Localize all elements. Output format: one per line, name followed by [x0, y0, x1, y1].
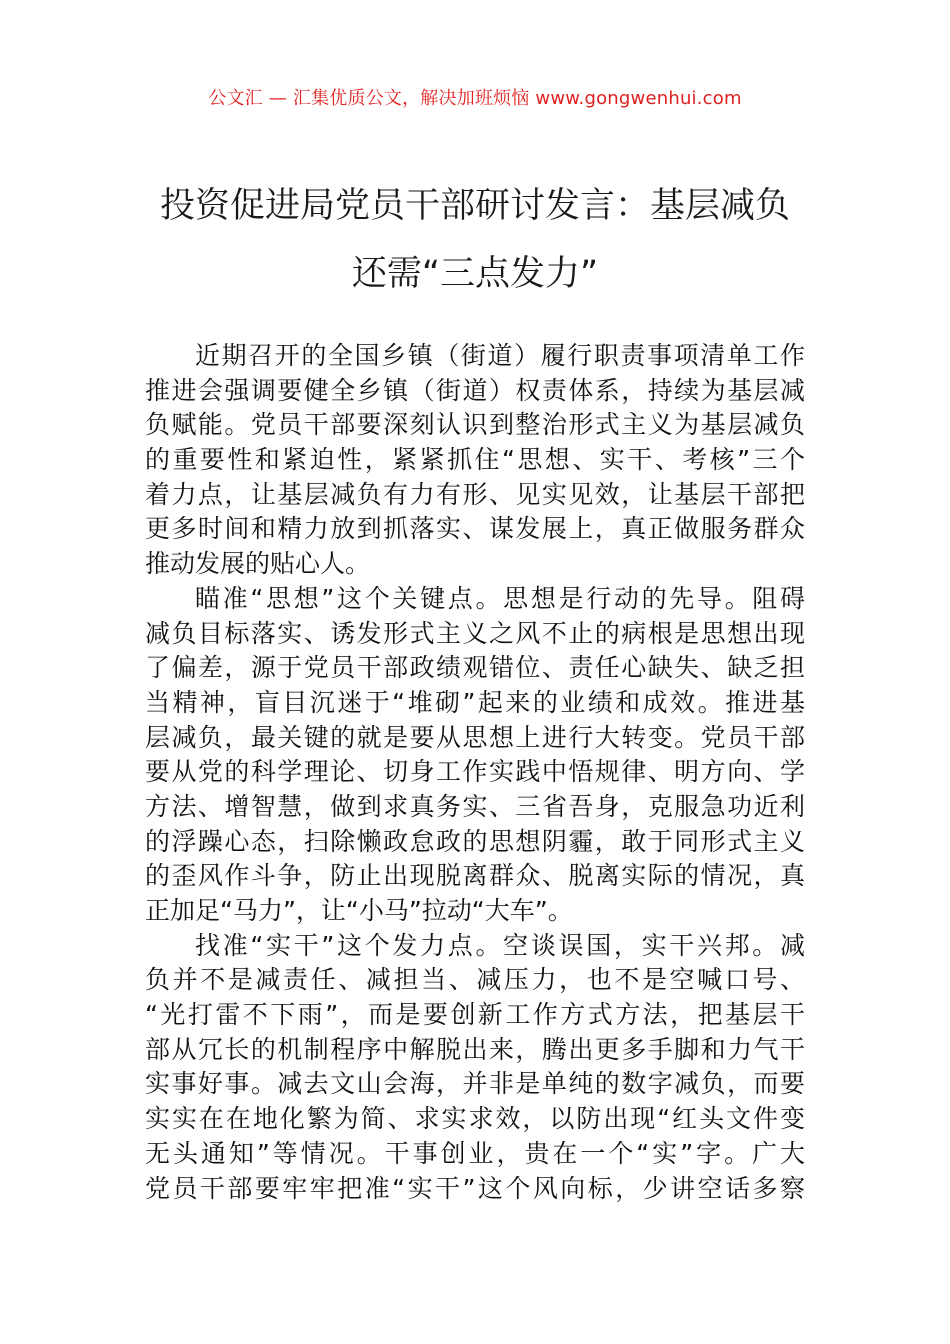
paragraph-line: 党员干部要牢牢把准“实干”这个风向标，少讲空话多察 [145, 1173, 805, 1203]
paragraph-line: 部从冗长的机制程序中解脱出来，腾出更多手脚和力气干 [145, 1034, 805, 1064]
paragraph-line: 负并不是减责任、减担当、减压力，也不是空喊口号、 [145, 965, 805, 995]
paragraph-line: 推进会强调要健全乡镇（街道）权责体系，持续为基层减 [145, 375, 805, 405]
paragraph-line: 的重要性和紧迫性，紧紧抓住“思想、实干、考核”三个 [145, 445, 805, 475]
paragraph-line: 推动发展的贴心人。 [145, 549, 371, 579]
paragraph-line: 了偏差，源于党员干部政绩观错位、责任心缺失、缺乏担 [145, 653, 805, 683]
paragraph [145, 339, 805, 582]
paragraph-line: 负赋能。党员干部要深刻认识到整治形式主义为基层减负 [145, 410, 805, 440]
paragraph-line: 着力点，让基层减负有力有形、见实见效，让基层干部把 [145, 479, 805, 509]
paragraph-line: 无头通知”等情况。干事创业，贵在一个“实”字。广大 [145, 1138, 805, 1168]
paragraph-line: 实事好事。减去文山会海，并非是单纯的数字减负，而要 [145, 1069, 805, 1099]
document-title-line-2: 还需“三点发力” [351, 254, 599, 294]
paragraph [145, 929, 805, 1207]
paragraph-line: 方法、增智慧，做到求真务实、三省吾身，克服急功近利 [145, 791, 805, 821]
paragraph-line: 减负目标落实、诱发形式主义之风不止的病根是思想出现 [145, 618, 805, 648]
site-header-banner: 公文汇 — 汇集优质公文，解决加班烦恼 www.gongwenhui.com [208, 88, 742, 109]
paragraph-line: 正加足“马力”，让“小马”拉动“大车”。 [145, 896, 573, 925]
paragraph-line: 当精神，盲目沉迷于“堆砌”起来的业绩和成效。推进基 [145, 687, 805, 717]
paragraph-line: 实实在在地化繁为简、求实求效，以防出现“红头文件变 [145, 1104, 805, 1134]
paragraph-line: 近期召开的全国乡镇（街道）履行职责事项清单工作 [195, 341, 805, 370]
document-body [145, 339, 805, 1206]
paragraph [145, 582, 805, 929]
document-title-line-1: 投资促进局党员干部研讨发言：基层减负 [159, 186, 790, 226]
paragraph-line: 更多时间和精力放到抓落实、谋发展上，真正做服务群众 [145, 514, 805, 544]
paragraph-line: “光打雷不下雨”，而是要创新工作方式方法，把基层干 [145, 1000, 805, 1030]
paragraph-line: 层减负，最关键的就是要从思想上进行大转变。党员干部 [145, 722, 805, 752]
paragraph-line: 要从党的科学理论、切身工作实践中悟规律、明方向、学 [145, 757, 805, 787]
paragraph-line: 的浮躁心态，扫除懒政怠政的思想阴霾，敢于同形式主义 [145, 826, 805, 856]
paragraph-line: 瞄准“思想”这个关键点。思想是行动的先导。阻碍 [195, 583, 805, 613]
paragraph-line: 找准“实干”这个发力点。空谈误国，实干兴邦。减 [195, 930, 805, 960]
paragraph-line: 的歪风作斗争，防止出现脱离群众、脱离实际的情况，真 [145, 861, 805, 891]
